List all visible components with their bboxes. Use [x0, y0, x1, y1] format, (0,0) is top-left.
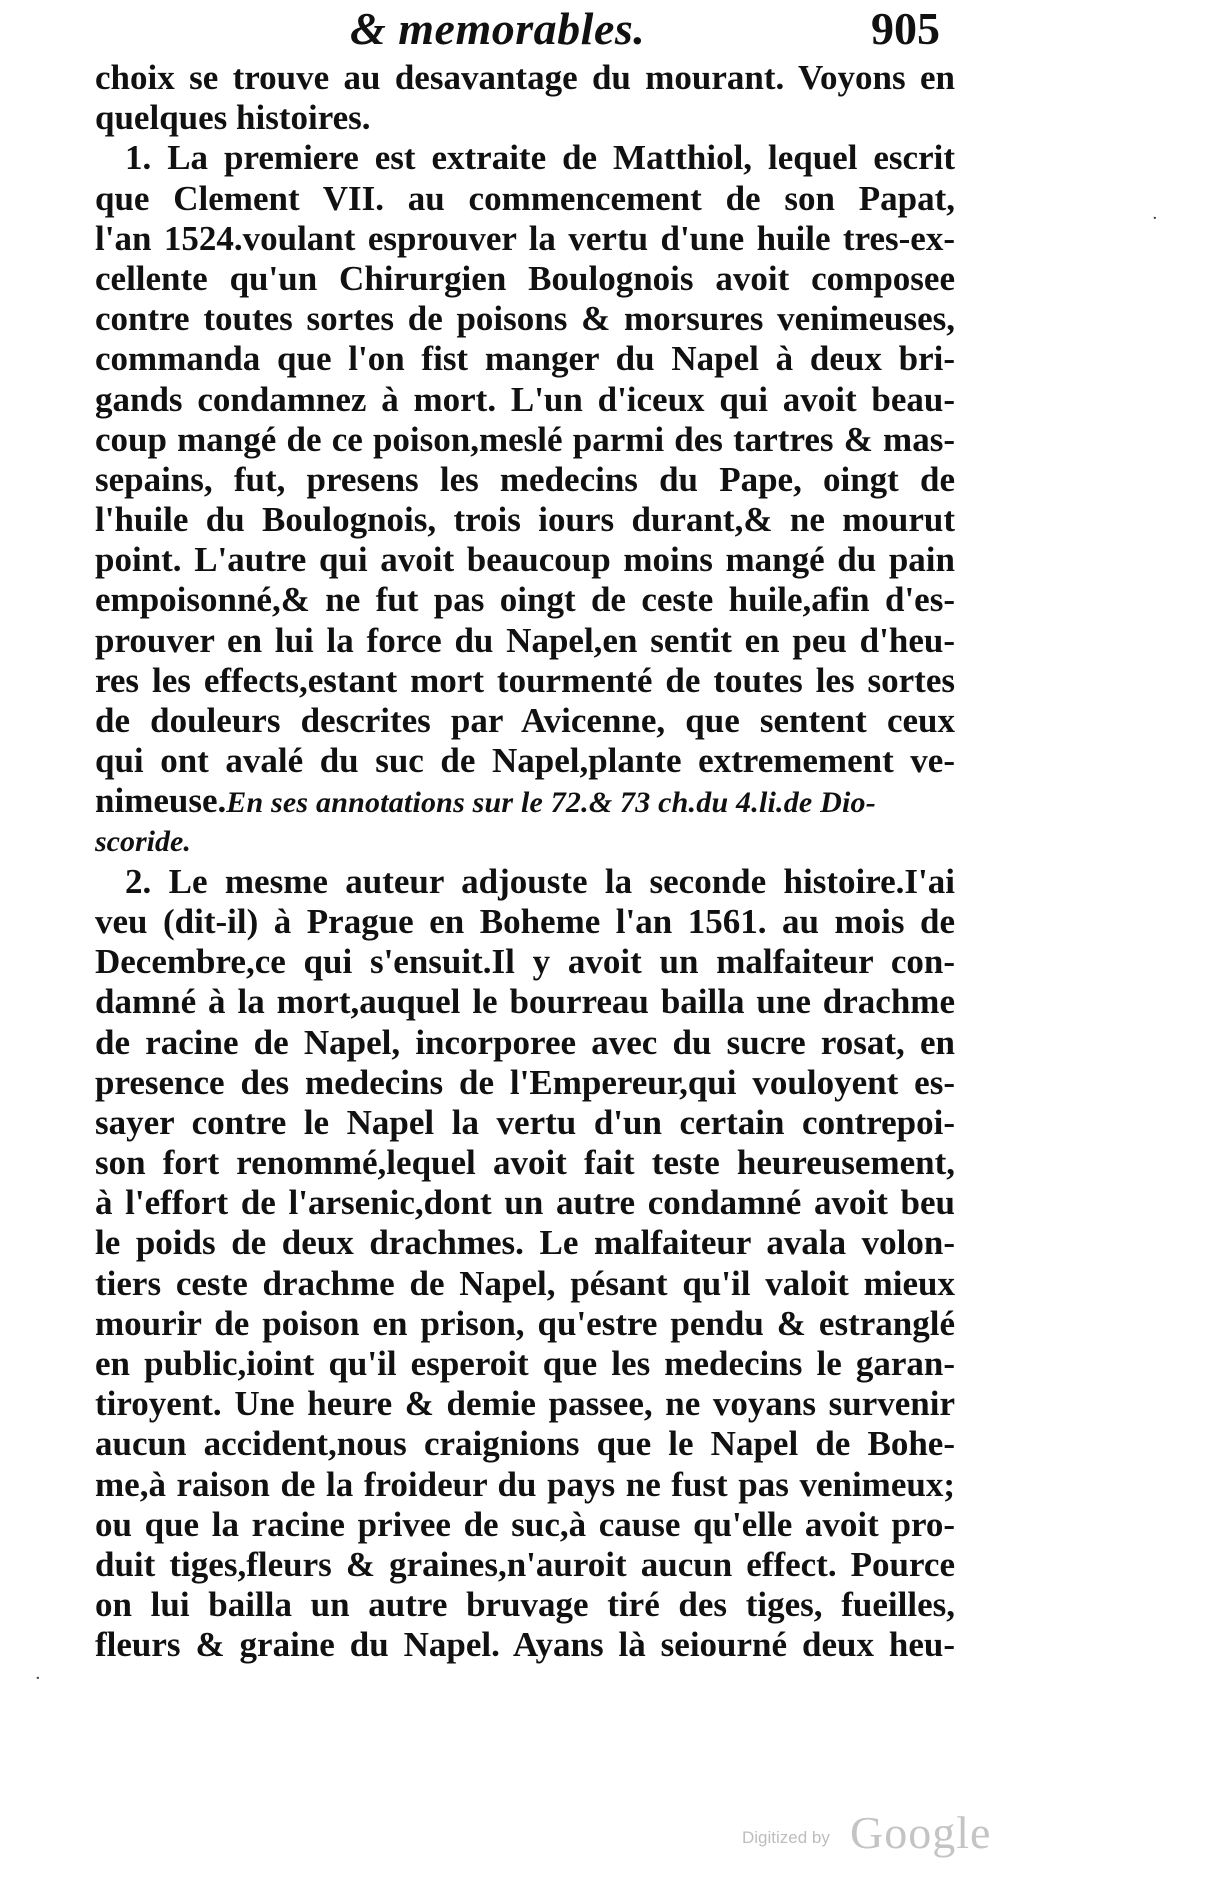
text-line: ou que la racine privee de suc,à cause qu'elle avoit pro-: [95, 1504, 955, 1544]
scan-speck: ·: [35, 1668, 41, 1689]
body-text: [95, 58, 955, 1666]
text-line: Decembre,ce qui s'ensuit.Il y avoit un malfaiteur con-: [95, 942, 955, 982]
text-line: tiroyent. Une heure & demie passee, ne voyans survenir: [95, 1384, 955, 1424]
text-line: l'huile du Boulognois, trois iours durant,& ne mourut: [95, 500, 955, 540]
text-line-with-note: [95, 781, 955, 821]
text-line: qui ont avalé du suc de Napel,plante extremement ve-: [95, 741, 955, 781]
text-line: l'an 1524.voulant esprouver la vertu d'une huile tres-ex-: [95, 218, 955, 258]
text-line: prouver en lui la force du Napel,en sentit en peu d'heu-: [95, 620, 955, 660]
google-watermark: [742, 1806, 1012, 1866]
text-line: damné à la mort,auquel le bourreau bailla une drachme: [95, 982, 955, 1022]
text-line: son fort renommé,lequel avoit fait teste heureusement,: [95, 1143, 955, 1183]
text-line: quelques histoires.: [95, 98, 371, 138]
text-line: 1. La premiere est extraite de Matthiol, lequel escrit: [125, 138, 955, 178]
text-line: que Clement VII. au commencement de son Papat,: [95, 178, 955, 218]
running-head: & memorables.: [350, 3, 646, 54]
text-line: on lui bailla un autre bruvage tiré des tiges, fueilles,: [95, 1585, 955, 1625]
text-line: scoride.: [95, 824, 191, 858]
text-line: sepains, fut, presens les medecins du Pape, oingt de: [95, 459, 955, 499]
text-line: commanda que l'on fist manger du Napel à deux bri-: [95, 339, 955, 379]
text-line: de racine de Napel, incorporee avec du sucre rosat, en: [95, 1022, 955, 1062]
text-line: me,à raison de la froideur du pays ne fust pas venimeux;: [95, 1464, 955, 1504]
text-line: à l'effort de l'arsenic,dont un autre condamné avoit beu: [95, 1183, 955, 1223]
text-line: mourir de poison en prison, qu'estre pendu & estranglé: [95, 1303, 955, 1343]
text-line: empoisonné,& ne fut pas oingt de ceste huile,afin d'es-: [95, 580, 955, 620]
text-line: le poids de deux drachmes. Le malfaiteur avala volon-: [95, 1223, 955, 1263]
page-number: 905: [871, 3, 940, 54]
page-header: [350, 2, 950, 60]
text-line: 2. Le mesme auteur adjouste la seconde histoire.I'ai: [125, 861, 955, 901]
text-line: coup mangé de ce poison,meslé parmi des tartres & mas-: [95, 419, 955, 459]
text-line: gands condamnez à mort. L'un d'iceux qui avoit beau-: [95, 379, 955, 419]
text-line: point. L'autre qui avoit beaucoup moins mangé du pain: [95, 540, 955, 580]
marginal-citation: En ses annotations sur le 72.& 73 ch.du 4.li.de Dio-: [226, 786, 876, 820]
text-line: duit tiges,fleurs & graines,n'auroit aucun effect. Pource: [95, 1544, 955, 1584]
text-line-part: nimeuse.: [95, 781, 227, 821]
text-line: fleurs & graine du Napel. Ayans là seiourné deux heu-: [95, 1625, 955, 1665]
text-line: sayer contre le Napel la vertu d'un certain contrepoi-: [95, 1102, 955, 1142]
text-line: res les effects,estant mort tourmenté de toutes les sortes: [95, 660, 955, 700]
text-line: choix se trouve au desavantage du mourant. Voyons en: [95, 58, 955, 97]
text-line: en public,ioint qu'il esperoit que les medecins le garan-: [95, 1344, 955, 1383]
watermark-prefix: Digitized by: [742, 1828, 830, 1847]
text-line: de douleurs descrites par Avicenne, que sentent ceux: [95, 701, 955, 740]
text-line: tiers ceste drachme de Napel, pésant qu'il valoit mieux: [95, 1263, 955, 1303]
text-line: contre toutes sortes de poisons & morsures venimeuses,: [95, 299, 955, 339]
scan-speck: ·: [1152, 208, 1158, 229]
text-line: presence des medecins de l'Empereur,qui vouloyent es-: [95, 1062, 955, 1102]
text-line: veu (dit-il) à Prague en Boheme l'an 1561. au mois de: [95, 901, 955, 941]
text-line: cellente qu'un Chirurgien Boulognois avoit composee: [95, 258, 955, 298]
google-logo: Google: [850, 1807, 992, 1858]
text-line: aucun accident,nous craignions que le Napel de Bohe-: [95, 1424, 955, 1464]
